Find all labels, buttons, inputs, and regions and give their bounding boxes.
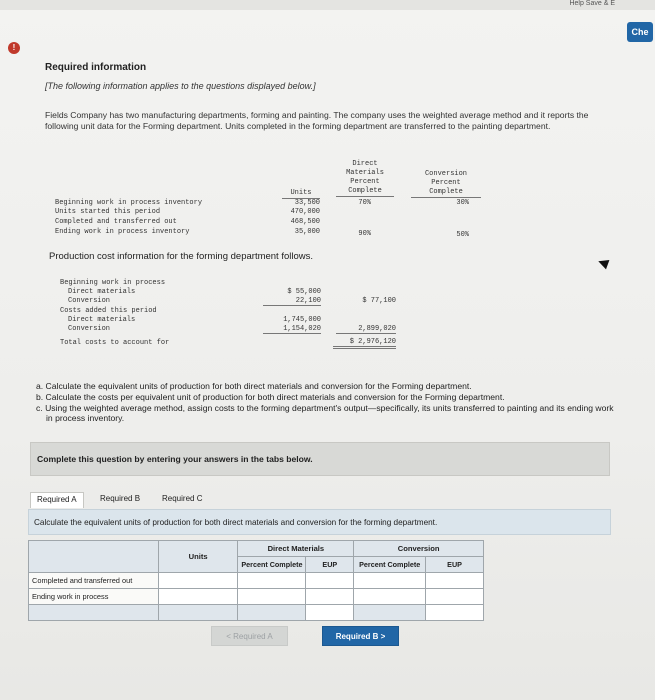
tab-required-c[interactable]: Required C: [162, 494, 203, 503]
cost-row-label: Beginning work in process: [60, 279, 166, 287]
conv-percent-input[interactable]: [354, 589, 426, 605]
units-row-dm: 90%: [358, 230, 371, 238]
production-cost-title: Production cost information for the forming department follows.: [49, 251, 314, 262]
conv-eup-header: EUP: [426, 557, 484, 573]
total-cell: [158, 605, 238, 621]
units-input[interactable]: [158, 589, 238, 605]
question-b: b. Calculate the costs per equivalent unit of production for both direct materials and conversion for the Forming department.: [36, 391, 505, 402]
total-cell: [354, 605, 426, 621]
row-label-header: [29, 541, 159, 573]
question-list: [36, 381, 616, 424]
toolbar-fragment[interactable]: Help Save & E: [569, 0, 615, 7]
table-row: [29, 573, 484, 589]
cost-row-value: 1,745,000: [283, 316, 321, 324]
dm-eup-input[interactable]: [306, 589, 354, 605]
conv-eup-total-input[interactable]: [426, 605, 484, 621]
next-required-b-button[interactable]: Required B >: [322, 626, 399, 646]
cost-row-value: 1,154,020: [263, 325, 321, 334]
question-a: a. Calculate the equivalent units of production for both direct materials and conversion for the Forming department.: [36, 381, 472, 391]
units-row-label: Ending work in process inventory: [55, 228, 190, 236]
total-row-label: [29, 605, 159, 621]
dm-header: Direct Materials Percent Complete: [336, 160, 394, 197]
cost-row-label: Direct materials: [68, 288, 136, 296]
cost-row-label: Costs added this period: [60, 307, 157, 315]
required-info-title: Required information: [45, 62, 147, 73]
table-row: [29, 589, 484, 605]
dm-eup-input[interactable]: [306, 573, 354, 589]
check-button[interactable]: Che: [627, 22, 653, 42]
conv-percent-input[interactable]: [354, 573, 426, 589]
units-row-units: 33,500: [294, 199, 320, 207]
conv-eup-input[interactable]: [426, 589, 484, 605]
dm-eup-total-input[interactable]: [306, 605, 354, 621]
row-label-completed: Completed and transferred out: [29, 573, 159, 589]
cost-row-total: $ 77,100: [362, 297, 396, 305]
total-cell: [238, 605, 306, 621]
mouse-cursor-icon: [597, 257, 610, 270]
conv-percent-header: Percent Complete: [354, 557, 426, 573]
units-input[interactable]: [158, 573, 238, 589]
cost-row-label: Conversion: [68, 325, 111, 333]
units-header: Units: [282, 189, 320, 199]
units-row-conv: 50%: [456, 231, 469, 239]
top-strip: [0, 0, 655, 10]
conversion-header: Conversion Percent Complete: [411, 170, 481, 198]
cost-row-total: $ 2,976,120: [333, 338, 396, 349]
conv-eup-input[interactable]: [426, 573, 484, 589]
cost-row-label: Direct materials: [68, 316, 136, 324]
units-row-units: 468,500: [290, 218, 320, 226]
units-row-label: Beginning work in process inventory: [55, 199, 203, 207]
question-c: c. Using the weighted average method, assign costs to the forming department's output—specifically, its units transferred to painting and its ending work in process inventory.: [36, 402, 614, 424]
conversion-column-header: Conversion: [354, 541, 484, 557]
units-row-label: Completed and transferred out: [55, 218, 177, 226]
dm-percent-input[interactable]: [238, 573, 306, 589]
tab-required-a[interactable]: Required A: [30, 492, 84, 508]
dm-column-header: Direct Materials: [238, 541, 354, 557]
tab-prompt: Calculate the equivalent units of production for both direct materials and conversion for the forming department.: [28, 509, 611, 535]
alert-icon: !: [8, 42, 20, 54]
cost-row-total: 2,899,020: [336, 325, 396, 334]
answer-table: [28, 540, 484, 621]
prev-required-a-button[interactable]: < Required A: [211, 626, 288, 646]
units-row-label: Units started this period: [55, 208, 161, 216]
table-row: [29, 605, 484, 621]
units-column-header: Units: [158, 541, 238, 573]
instruction-box: Complete this question by entering your answers in the tabs below.: [30, 442, 610, 476]
dm-percent-header: Percent Complete: [238, 557, 306, 573]
intro-paragraph: Fields Company has two manufacturing departments, forming and painting. The company uses the weighted average method and it reports the following unit data for the Forming department. Units completed in the forming department are transferred to the painting department.: [45, 110, 589, 131]
cost-row-label: Total costs to account for: [60, 339, 170, 347]
units-row-units: 470,000: [290, 208, 320, 216]
tab-required-b[interactable]: Required B: [100, 494, 141, 503]
required-info-subtitle: [The following information applies to the questions displayed below.]: [45, 81, 316, 91]
cost-row-value: 22,100: [263, 297, 321, 306]
dm-eup-header: EUP: [306, 557, 354, 573]
cost-row-label: Conversion: [68, 297, 111, 305]
row-label-ending-wip: Ending work in process: [29, 589, 159, 605]
units-row-conv: 30%: [456, 199, 469, 207]
units-row-dm: 70%: [358, 199, 371, 207]
units-row-units: 35,000: [294, 228, 320, 236]
cost-row-value: $ 55,000: [287, 288, 321, 296]
dm-percent-input[interactable]: [238, 589, 306, 605]
